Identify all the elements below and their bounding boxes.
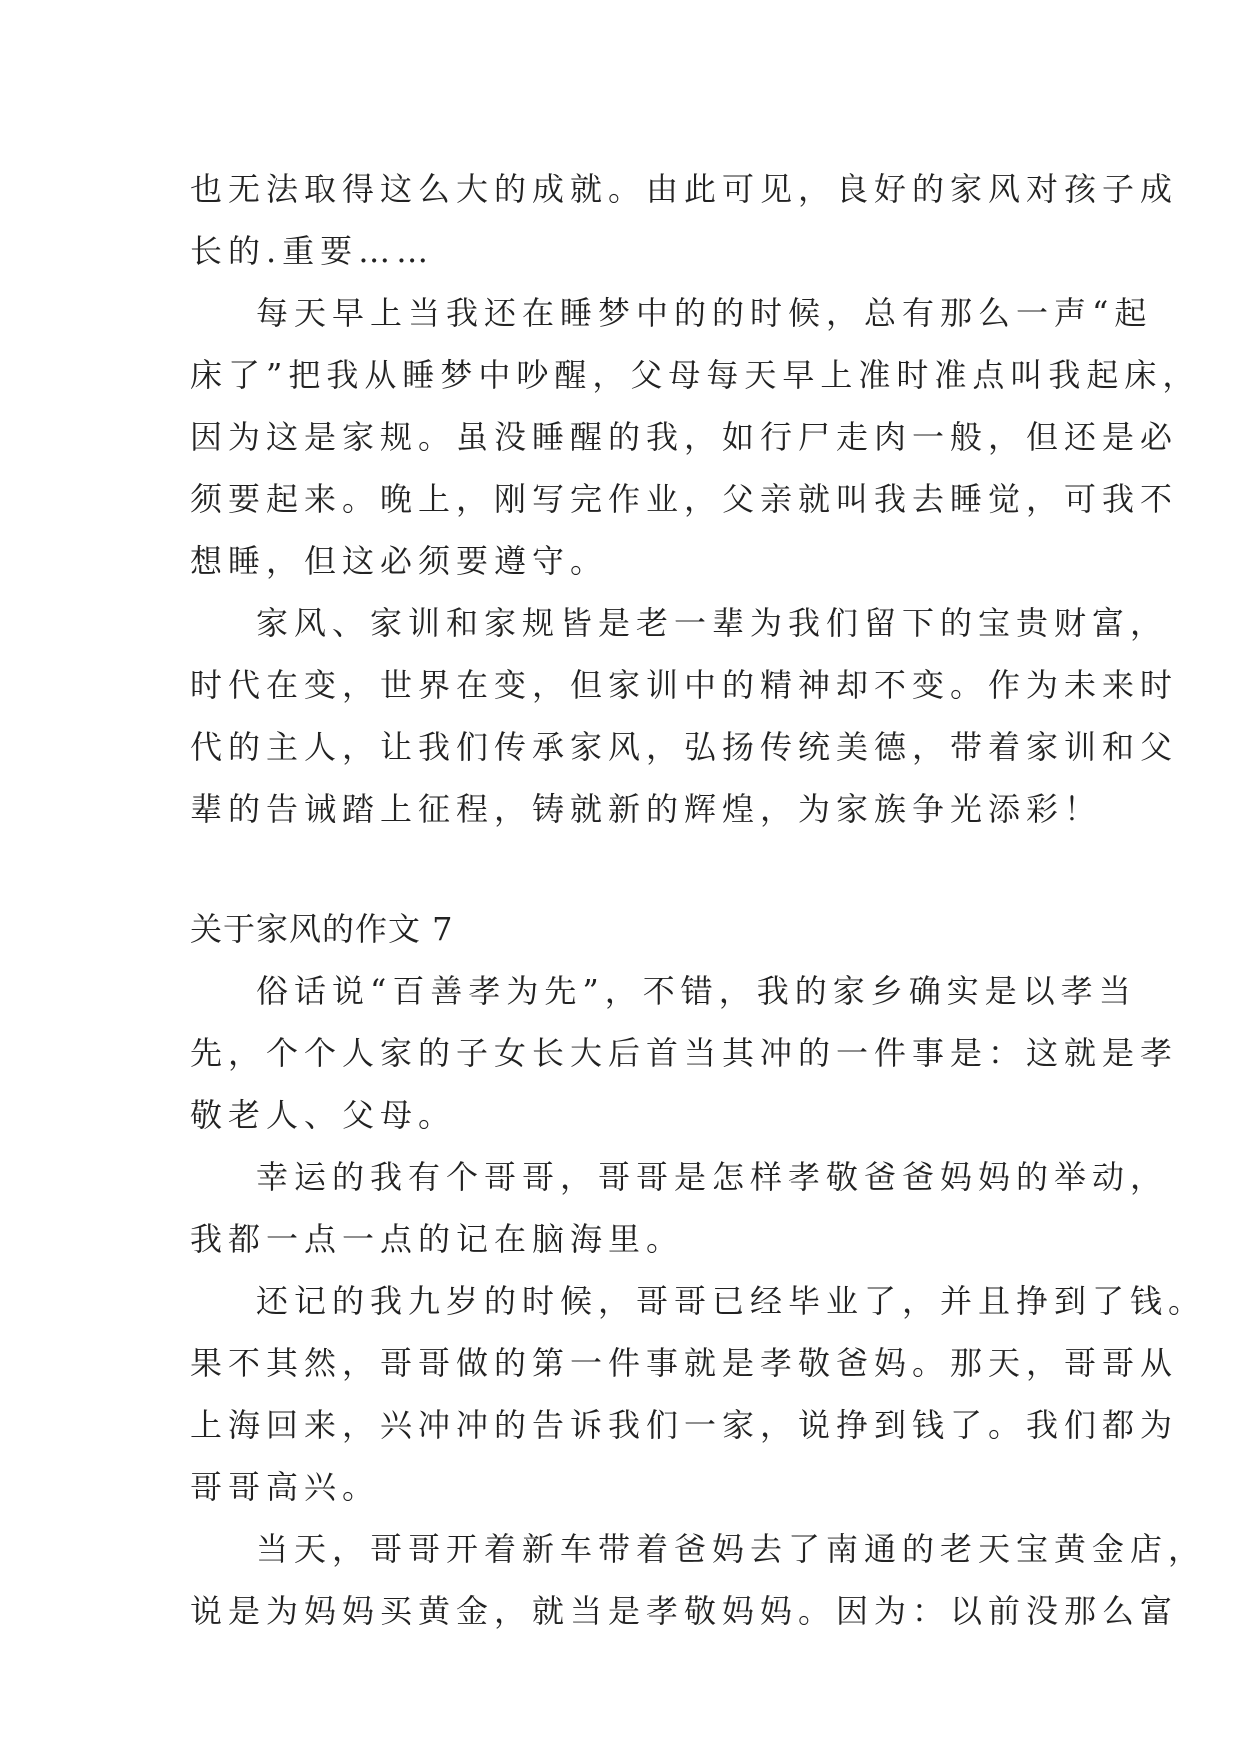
- text-line: 敬老人、父母。: [190, 1096, 457, 1134]
- section-spacer: [190, 840, 1060, 898]
- text-line: 须要起来。晚上，刚写完作业，父亲就叫我去睡觉，可我不: [190, 480, 1179, 518]
- text-line: 还记的我九岁的时候，哥哥已经毕业了，并且挣到了钱。: [256, 1282, 1207, 1320]
- paragraph: [190, 592, 1179, 840]
- paragraph-continued: [190, 158, 1179, 282]
- text-line: 当天，哥哥开着新车带着爸妈去了南通的老天宝黄金店，: [256, 1530, 1207, 1568]
- text-line: 幸运的我有个哥哥，哥哥是怎样孝敬爸爸妈妈的举动，: [256, 1158, 1169, 1196]
- paragraph: [190, 1518, 1207, 1642]
- text-line: 每天早上当我还在睡梦中的的时候，总有那么一声“起: [256, 294, 1153, 332]
- text-line: 想睡，但这必须要遵守。: [190, 542, 609, 580]
- text-line: 家风、家训和家规皆是老一辈为我们留下的宝贵财富，: [256, 604, 1169, 642]
- text-line: 因为这是家规。虽没睡醒的我，如行尸走肉一般，但还是必: [190, 418, 1179, 456]
- text-line: 哥哥高兴。: [190, 1468, 381, 1506]
- text-line: 长的.重要……: [190, 232, 435, 270]
- paragraph: [190, 1146, 1169, 1270]
- text-line: 我都一点一点的记在脑海里。: [190, 1220, 685, 1258]
- paragraph: [190, 960, 1179, 1146]
- text-line: 先，个个人家的子女长大后首当其冲的一件事是：这就是孝: [190, 1034, 1179, 1072]
- text-line: 床了”把我从睡梦中吵醒，父母每天早上准时准点叫我起床，: [190, 356, 1201, 394]
- text-line: 时代在变，世界在变，但家训中的精神却不变。作为未来时: [190, 666, 1179, 704]
- paragraph: [190, 282, 1201, 592]
- text-line: 也无法取得这么大的成就。由此可见，良好的家风对孩子成: [190, 170, 1179, 208]
- text-line: 果不其然，哥哥做的第一件事就是孝敬爸妈。那天，哥哥从: [190, 1344, 1179, 1382]
- text-line: 俗话说“百善孝为先”，不错，我的家乡确实是以孝当: [256, 972, 1137, 1010]
- text-line: 说是为妈妈买黄金，就当是孝敬妈妈。因为：以前没那么富: [190, 1592, 1179, 1630]
- paragraph: [190, 1270, 1207, 1518]
- text-line: 上海回来，兴冲冲的告诉我们一家，说挣到钱了。我们都为: [190, 1406, 1179, 1444]
- document-body: [190, 158, 1207, 1642]
- text-line: 代的主人，让我们传承家风，弘扬传统美德，带着家训和父: [190, 728, 1179, 766]
- text-line: 辈的告诫踏上征程，铸就新的辉煌，为家族争光添彩！: [190, 790, 1103, 828]
- section-heading: 关于家风的作文 7: [190, 910, 454, 948]
